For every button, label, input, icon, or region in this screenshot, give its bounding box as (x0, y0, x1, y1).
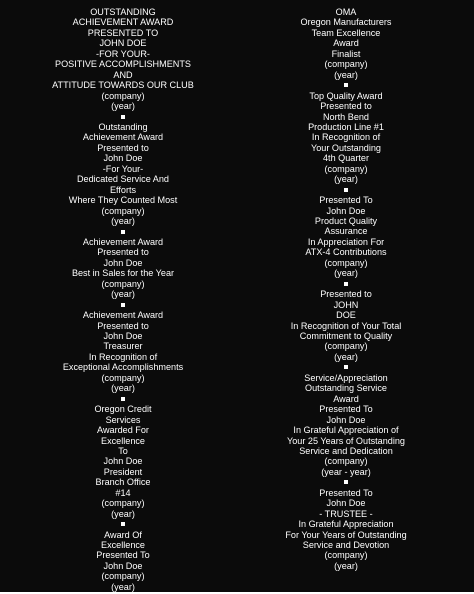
award-text-line: Production Line #1 (308, 121, 384, 132)
award-text-line: (company) (324, 59, 368, 70)
award-text-line: (year) (111, 216, 135, 227)
award-text-line: Your Outstanding (311, 142, 381, 153)
square-bullet-icon (254, 279, 438, 289)
award-text-line: Commitment to Quality (299, 331, 393, 341)
award-text-line: Presented To (96, 550, 150, 561)
left-award-block-2 (0, 122, 246, 227)
award-text-line: (company) (101, 90, 145, 101)
award-text-line: DOE (336, 310, 356, 321)
award-text-line: (year) (111, 581, 135, 592)
award-text-line: (company) (324, 257, 368, 268)
right-award-block-4 (254, 289, 438, 362)
award-text-line: (company) (101, 278, 145, 289)
award-text-line: In Recognition of (311, 132, 381, 143)
award-text-line: (year) (111, 101, 135, 112)
award-text-line: Efforts (109, 184, 137, 195)
award-text-line: - TRUSTEE - (319, 508, 373, 519)
award-text-line: Excellence (101, 435, 145, 446)
award-text-line: Services (105, 414, 141, 425)
award-text-line: Team Excellence (311, 27, 381, 38)
award-text-line: John Doe (103, 153, 143, 164)
award-text-line: (year) (111, 289, 135, 300)
award-text-line: Service and Dedication (299, 445, 393, 456)
award-text-line: Product Quality (314, 216, 378, 227)
award-text-line: Presented to (97, 320, 149, 331)
left-award-block-1 (0, 7, 246, 112)
award-text-line: Service and Devotion (302, 540, 390, 551)
right-award-block-5 (254, 373, 438, 478)
award-text-line: Best in Sales for the Year (71, 268, 175, 279)
award-text-line: Achievement Award (82, 236, 164, 247)
award-text-line: (year - year) (321, 466, 371, 477)
award-text-line: Presented to (97, 247, 149, 258)
award-text-line: (company) (324, 550, 368, 561)
left-award-block-5 (0, 404, 246, 519)
award-text-line: Exceptional Accomplishments (62, 362, 184, 373)
award-text-line: Awarded For (97, 425, 149, 436)
award-text-line: Where They Counted Most (68, 195, 178, 206)
square-bullet-icon (0, 112, 246, 122)
award-text-line: Service/Appreciation (304, 372, 388, 383)
award-text-line: Award Of (104, 529, 142, 540)
award-text-line: Achievement Award (82, 310, 164, 321)
square-bullet-icon (0, 394, 246, 404)
award-text-line: (company) (324, 456, 368, 467)
left-award-column (0, 7, 246, 592)
award-text-line: In Recognition of (88, 351, 158, 362)
award-text-line: Top Quality Award (309, 90, 383, 101)
right-award-block-2 (254, 91, 438, 185)
award-text-line: Presented To (319, 404, 373, 415)
right-award-block-6 (254, 488, 438, 572)
award-text-line: AND (113, 69, 133, 80)
award-text-line: (year) (334, 351, 358, 362)
award-text-line: JOHN (333, 299, 359, 310)
award-text-line: Excellence (101, 540, 145, 551)
award-text-line: (company) (324, 341, 368, 352)
award-text-line: -FOR YOUR- (96, 48, 150, 59)
award-text-line: John Doe (103, 456, 143, 467)
award-text-line: John Doe (103, 560, 143, 571)
award-text-line: For Your Years of Outstanding (285, 529, 407, 540)
right-award-block-1 (254, 7, 438, 80)
award-text-line: (company) (324, 163, 368, 174)
award-text-line: (year) (111, 383, 135, 394)
square-bullet-icon (254, 185, 438, 195)
award-text-line: Treasurer (103, 341, 143, 352)
award-text-line: Presented To (319, 195, 373, 206)
award-text-line: Award (333, 38, 359, 49)
award-text-line: Presented to (320, 289, 372, 300)
award-text-line: John Doe (326, 498, 366, 509)
square-bullet-icon (0, 300, 246, 310)
award-text-line: John Doe (103, 257, 143, 268)
award-text-line: Oregon Manufacturers (300, 17, 392, 28)
award-text-line: John Doe (326, 205, 366, 216)
award-text-line: In Recognition of Your Total (290, 320, 402, 331)
award-text-line: In Appreciation For (307, 236, 385, 247)
award-text-line: North Bend (322, 111, 369, 122)
left-award-block-6 (0, 530, 246, 593)
award-text-line: (company) (101, 498, 145, 509)
award-text-line: Outstanding (98, 121, 148, 132)
right-award-column (254, 7, 438, 571)
award-text-line: Presented To (319, 487, 373, 498)
award-text-line: Dedicated Service And (76, 174, 169, 185)
award-text-line: (company) (101, 571, 145, 582)
award-text-line: ACHIEVEMENT AWARD (72, 17, 174, 28)
award-text-line: In Grateful Appreciation (298, 519, 394, 530)
square-bullet-icon (0, 519, 246, 529)
square-bullet-icon (254, 477, 438, 487)
right-award-block-3 (254, 195, 438, 279)
square-bullet-icon (0, 227, 246, 237)
award-text-line: Your 25 Years of Outstanding (287, 435, 405, 446)
award-text-line: John Doe (326, 414, 366, 425)
award-text-line: Assurance (324, 226, 368, 237)
award-text-line: (company) (101, 205, 145, 216)
award-text-line: (year) (334, 174, 358, 185)
award-text-line: ATX-4 Contributions (305, 247, 387, 258)
square-bullet-icon (254, 362, 438, 372)
award-text-line: Achievement Award (82, 132, 164, 143)
award-text-line: PRESENTED TO (87, 27, 159, 38)
award-text-line: John Doe (103, 331, 143, 341)
award-text-line: OUTSTANDING (90, 7, 156, 17)
award-text-line: Finalist (331, 48, 361, 59)
award-text-line: To (118, 445, 128, 456)
award-text-line: President (103, 466, 143, 477)
award-text-line: Award (333, 393, 359, 404)
award-text-line: 4th Quarter (323, 153, 369, 164)
left-award-block-3 (0, 237, 246, 300)
award-text-line: (year) (334, 560, 358, 571)
award-text-line: Presented to (97, 142, 149, 153)
award-text-line: (year) (334, 69, 358, 80)
award-text-line: JOHN DOE (99, 38, 147, 49)
award-text-line: ATTITUDE TOWARDS OUR CLUB (52, 80, 194, 91)
award-text-line: #14 (115, 487, 131, 498)
award-text-line: POSITIVE ACCOMPLISHMENTS (55, 59, 191, 70)
award-text-line: Presented to (320, 101, 372, 112)
award-text-line: Outstanding Service (305, 383, 387, 394)
award-text-line: Branch Office (95, 477, 151, 488)
award-text-line: Oregon Credit (94, 404, 152, 415)
square-bullet-icon (254, 80, 438, 90)
award-text-line: (company) (101, 372, 145, 383)
left-award-block-4 (0, 310, 246, 394)
award-text-line: OMA (335, 7, 357, 17)
award-text-line: (year) (334, 268, 358, 279)
award-text-line: -For Your- (102, 163, 144, 174)
award-text-line: In Grateful Appreciation of (293, 425, 399, 436)
award-text-line: (year) (111, 508, 135, 519)
